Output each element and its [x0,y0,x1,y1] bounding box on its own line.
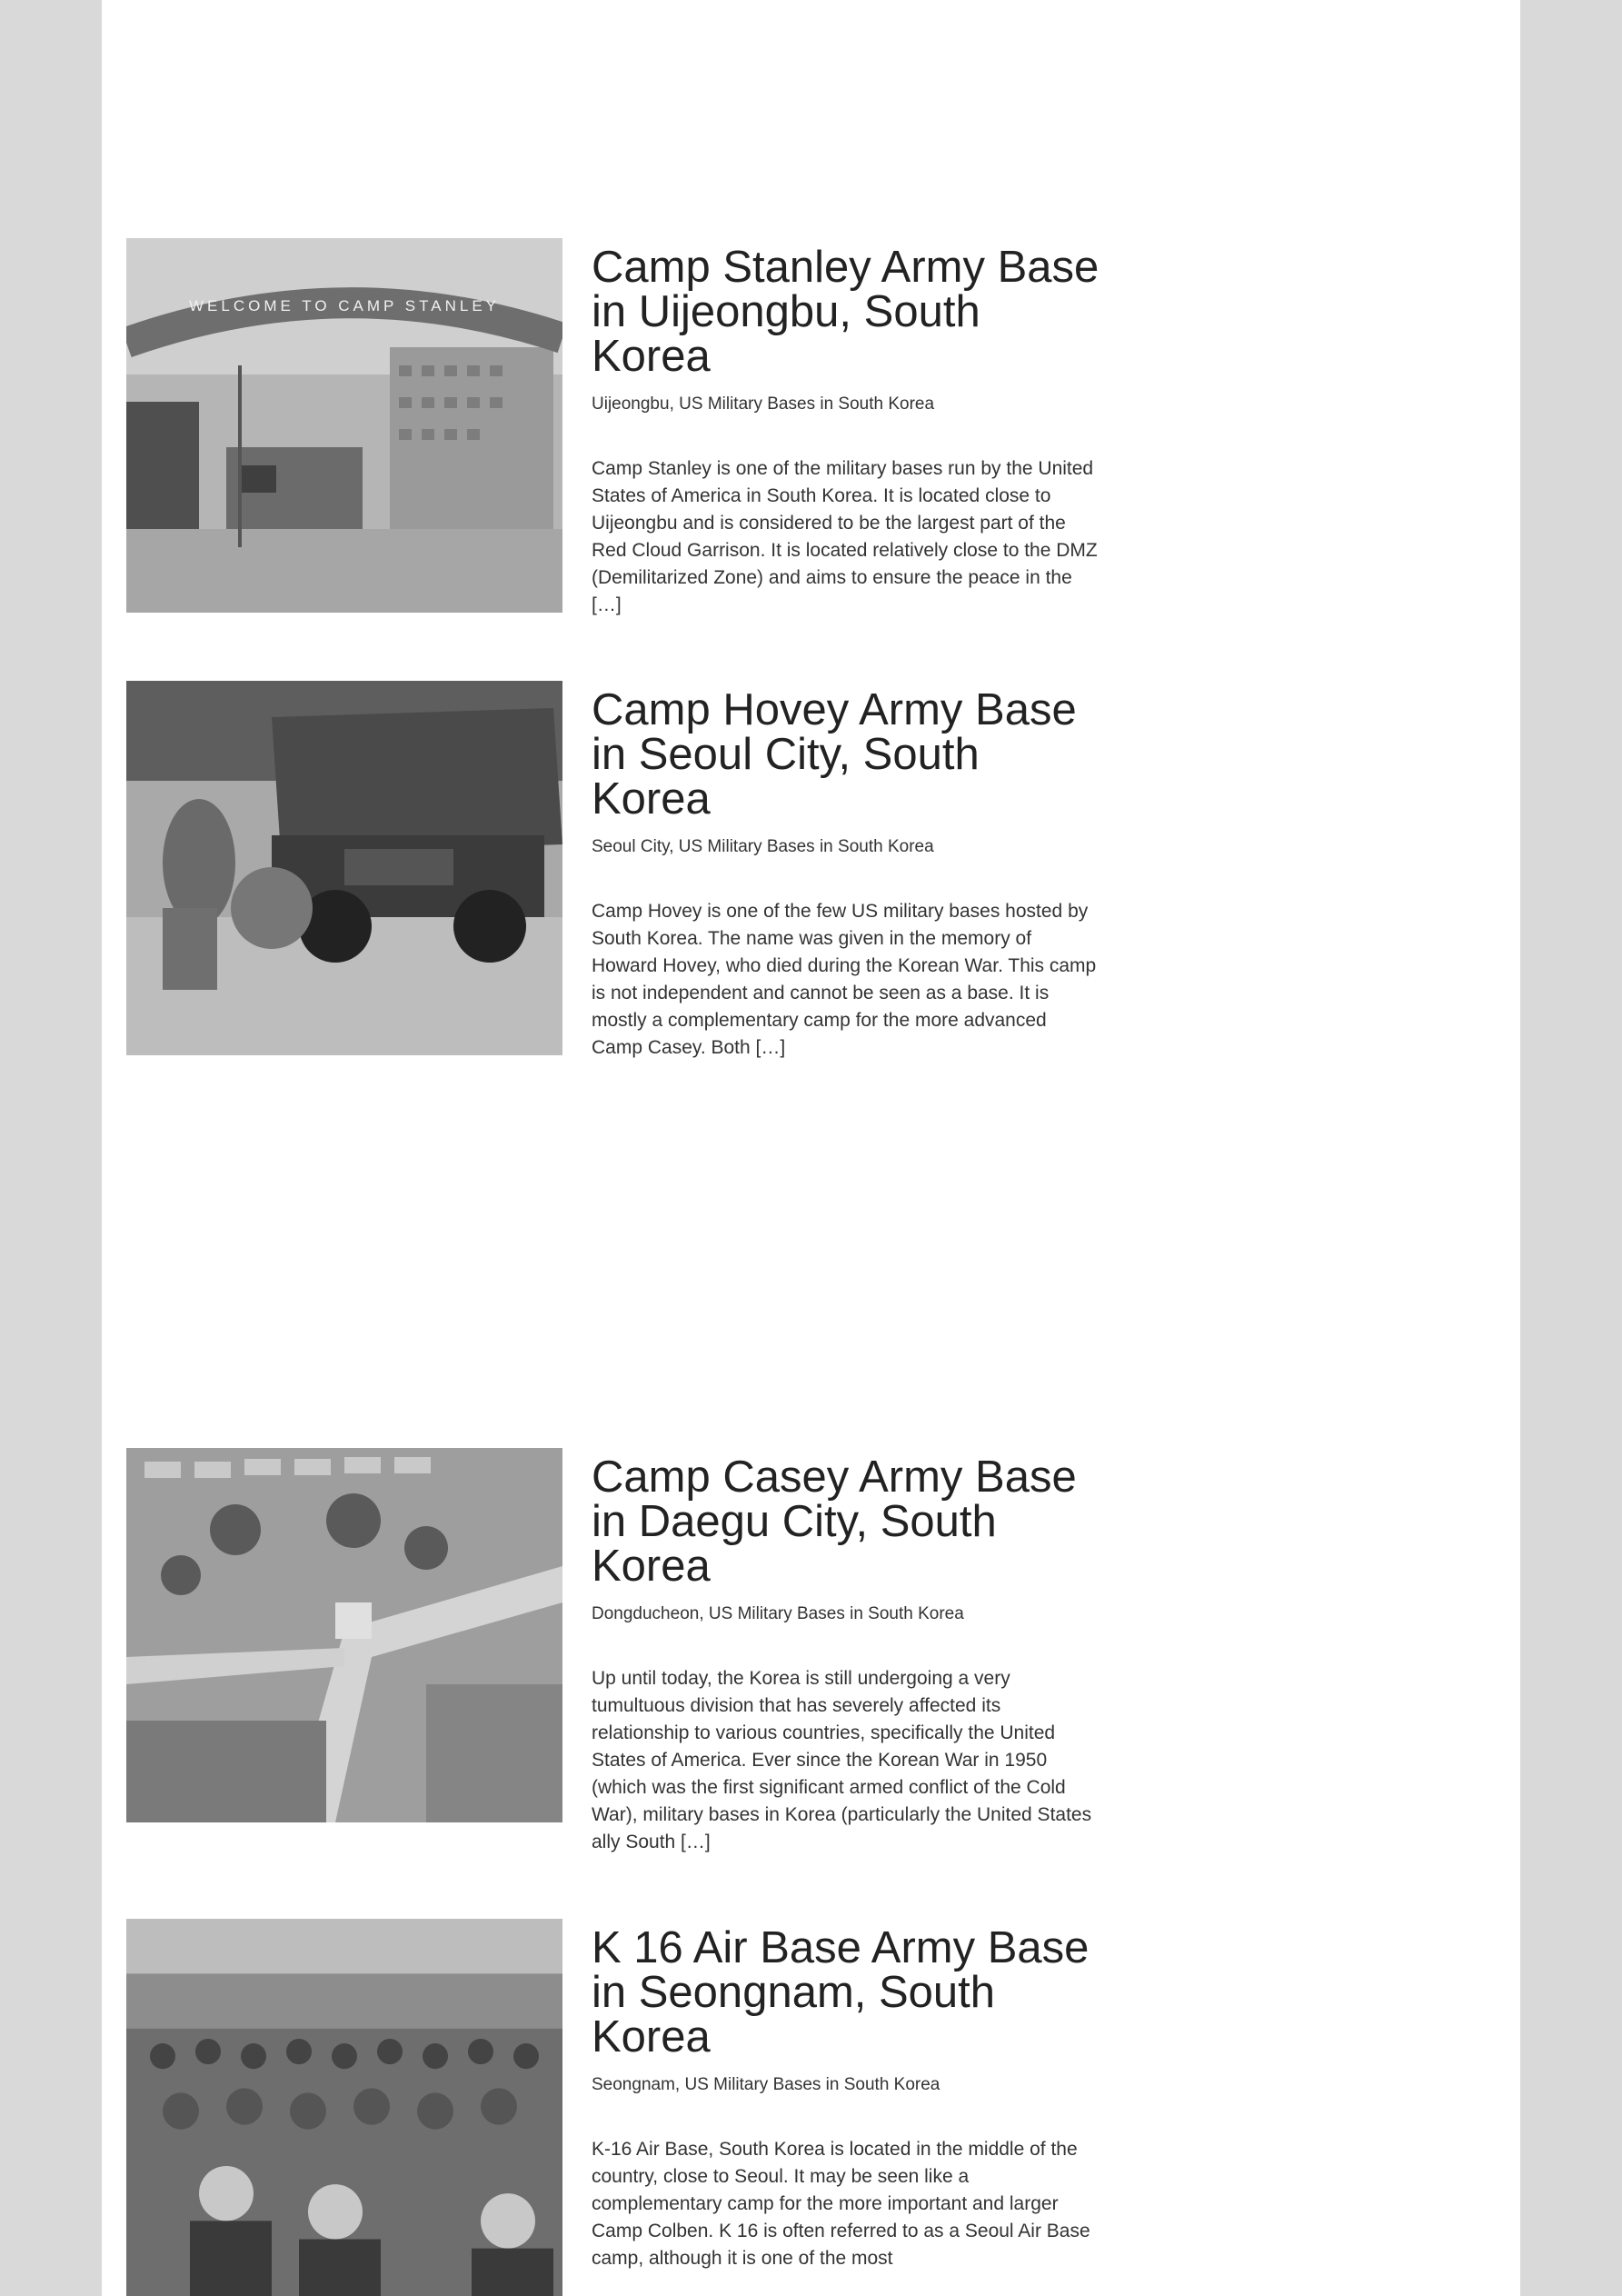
k16-meeting-room-image [126,1919,562,2296]
category-separator: , [674,2075,685,2094]
camp-hovey-soldiers-image [126,681,562,1055]
post-content [592,1452,1100,1856]
gate-sign-text: WELCOME TO CAMP STANLEY [188,297,501,314]
post-excerpt: Camp Stanley is one of the military bases run by the United States of America in South Korea. It is located close to Uijeongbu and is considered to be the largest part of the Red Cloud Garrison. It is located relatively close to the DMZ (Demilitarized Zone) and aims to ensure the peace in the […] [592,458,1098,615]
post-categories [592,1603,1100,1625]
post-categories [592,2074,1100,2096]
post-thumbnail[interactable] [126,681,562,1055]
post-camp-stanley [126,238,1108,638]
category-link[interactable]: US Military Bases in South Korea [708,1604,964,1623]
post-content [592,1923,1100,2272]
post-k16-air-base [126,1919,1108,2296]
post-content [592,685,1100,1062]
post-excerpt: Up until today, the Korea is still undergoing a very tumultuous division that has severely affected its relationship to various countries, specifically the United States of America. Ever since the Korean War in 1950 (which was the first significant armed conflict of the Cold War), military bases in Korea (particularly the United States ally South […] [592,1668,1092,1852]
category-separator: , [699,1604,709,1623]
category-link[interactable]: Dongducheon [592,1604,700,1623]
camp-stanley-gate-image [126,238,562,613]
post-camp-hovey [126,681,1108,1081]
page-content [102,0,1520,2296]
category-link[interactable]: Seongnam [592,2075,675,2094]
post-content [592,245,1100,619]
post-categories [592,394,1100,415]
category-separator: , [669,837,679,856]
post-thumbnail[interactable] [126,1448,562,1822]
category-link[interactable]: US Military Bases in South Korea [679,394,935,414]
category-link[interactable]: Seoul City [592,837,670,856]
post-excerpt: Camp Hovey is one of the few US military bases hosted by South Korea. The name was given in the memory of Howard Hovey, who died during the Korean War. This camp is not independent and cannot be seen as a base. It is mostly a complementary camp for the more advanced Camp Casey. Both […] [592,901,1097,1058]
post-title[interactable]: Camp Hovey Army Base in Seoul City, South Korea [592,685,1077,824]
post-thumbnail[interactable] [126,1919,562,2296]
post-thumbnail[interactable] [126,238,562,613]
post-excerpt: K-16 Air Base, South Korea is located in the middle of the country, close to Seoul. It may be seen like a complementary camp for the more important and larger Camp Colben. K 16 is often referred to as a Seoul Air Base camp, although it is one of the most [592,2139,1090,2269]
post-title[interactable]: Camp Stanley Army Base in Uijeongbu, South Korea [592,243,1100,381]
camp-casey-aerial-image [126,1448,562,1822]
category-link[interactable]: US Military Bases in South Korea [678,837,934,856]
post-categories [592,836,1100,858]
category-link[interactable]: US Military Bases in South Korea [684,2075,940,2094]
post-title[interactable]: K 16 Air Base Army Base in Seongnam, South Korea [592,1923,1090,2061]
category-link[interactable]: Uijeongbu [592,394,670,414]
category-separator: , [669,394,680,414]
post-camp-casey [126,1448,1108,1852]
post-title[interactable]: Camp Casey Army Base in Daegu City, South Korea [592,1452,1077,1591]
